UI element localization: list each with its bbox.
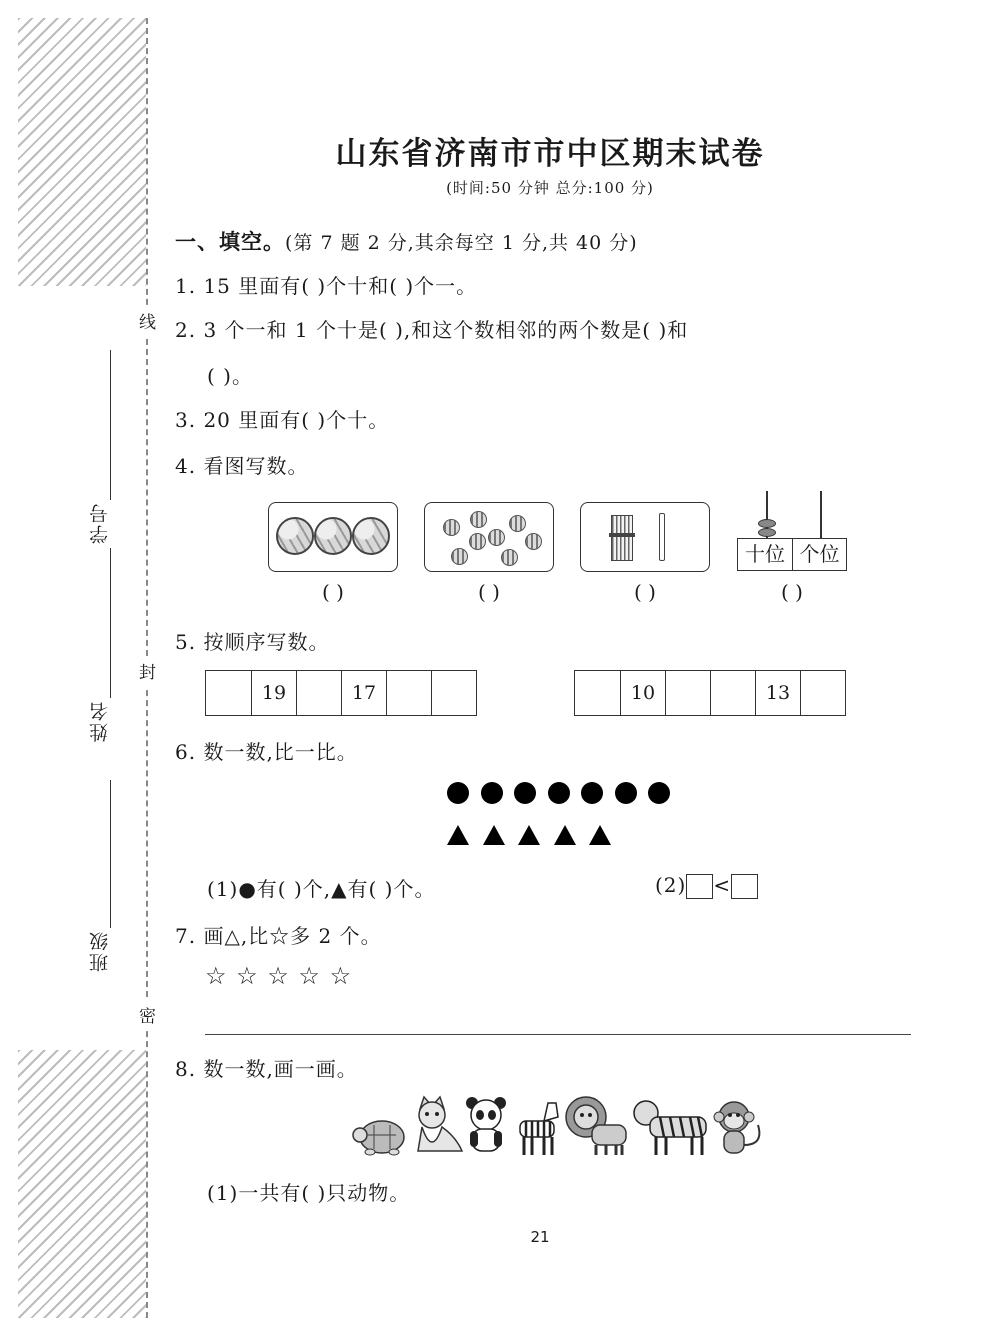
- class-label: 班级: [89, 930, 111, 972]
- question-6-part-2: [655, 873, 758, 899]
- sequence-cell: 17: [341, 671, 386, 715]
- volleyball-icon: [314, 517, 352, 555]
- answer-blank-2[interactable]: ( ): [478, 580, 500, 604]
- sequence-cell: 10: [620, 671, 665, 715]
- volleyball-icon: [276, 517, 314, 555]
- section-heading: [175, 226, 638, 256]
- ball-icon: [470, 511, 487, 528]
- volleyball-box: [268, 502, 398, 572]
- section-title: 一、填空。: [175, 229, 285, 254]
- student-id-label: 学号: [89, 502, 111, 544]
- filled-circle-icon: [481, 782, 503, 804]
- class-line[interactable]: [110, 780, 111, 928]
- question-2-line-2: ( )。: [207, 364, 253, 388]
- zebra-icon: [520, 1103, 558, 1155]
- sticks-box: [580, 502, 710, 572]
- page-number: 21: [530, 1228, 550, 1246]
- sequence-cell: 19: [251, 671, 296, 715]
- small-balls-box: [424, 502, 554, 572]
- stick-bundle-icon: [611, 515, 633, 561]
- section-divider: [205, 1034, 911, 1035]
- question-8: 8. 数一数,画一画。: [175, 1057, 358, 1081]
- sequence-cell[interactable]: [800, 671, 845, 715]
- abacus-bead-icon: [758, 519, 776, 528]
- question-2-line-1: 2. 3 个一和 1 个十是( ),和这个数相邻的两个数是( )和: [175, 318, 689, 342]
- filled-circle-icon: [514, 782, 536, 804]
- ball-icon: [469, 533, 486, 550]
- ball-icon: [501, 549, 518, 566]
- filled-triangle-icon: [554, 825, 576, 845]
- compare-box-left[interactable]: [686, 874, 713, 899]
- filled-triangle-icon: [518, 825, 540, 845]
- binding-hatch-bottom: [18, 1050, 146, 1318]
- monkey-icon: [714, 1102, 759, 1153]
- sequence-cell[interactable]: [296, 671, 341, 715]
- cut-char-xian: 线: [130, 306, 160, 336]
- question-1: 1. 15 里面有( )个十和( )个一。: [175, 274, 478, 298]
- question-8-part-1: (1)一共有( )只动物。: [207, 1181, 411, 1205]
- cut-char-mi: 密: [130, 1000, 160, 1030]
- question-4: 4. 看图写数。: [175, 454, 309, 478]
- ball-icon: [451, 548, 468, 565]
- exam-subtitle: (时间:50 分钟 总分:100 分): [446, 179, 654, 197]
- student-id-line[interactable]: [110, 350, 111, 500]
- compare-box-right[interactable]: [731, 874, 758, 899]
- sequence-cell[interactable]: [710, 671, 755, 715]
- ones-place-label: 个位: [792, 539, 846, 570]
- sequence-cell[interactable]: [665, 671, 710, 715]
- turtle-icon: [353, 1121, 404, 1155]
- sequence-cell: 13: [755, 671, 800, 715]
- animals-row: [352, 1095, 772, 1159]
- ball-icon: [443, 519, 460, 536]
- tiger-icon: [634, 1101, 706, 1155]
- sequence-row-1: [205, 670, 477, 716]
- cut-char-feng: 封: [130, 656, 160, 686]
- filled-triangle-icon: [447, 825, 469, 845]
- lion-icon: [566, 1097, 626, 1155]
- question-3: 3. 20 里面有( )个十。: [175, 408, 390, 432]
- stars-row: ☆ ☆ ☆ ☆ ☆: [205, 962, 353, 990]
- section-note: (第 7 题 2 分,其余每空 1 分,共 40 分): [285, 232, 638, 254]
- answer-blank-4[interactable]: ( ): [781, 580, 803, 604]
- filled-circle-icon: [447, 782, 469, 804]
- sequence-cell[interactable]: [206, 671, 251, 715]
- filled-circle-icon: [581, 782, 603, 804]
- name-line[interactable]: [110, 548, 111, 698]
- sequence-cell[interactable]: [431, 671, 476, 715]
- answer-blank-3[interactable]: ( ): [634, 580, 656, 604]
- sequence-row-2: [574, 670, 846, 716]
- ball-icon: [488, 529, 505, 546]
- sequence-cell[interactable]: [386, 671, 431, 715]
- tens-place-label: 十位: [745, 542, 785, 566]
- binding-hatch-top: [18, 18, 146, 286]
- filled-circle-icon: [615, 782, 637, 804]
- filled-circle-icon: [548, 782, 570, 804]
- ball-icon: [525, 533, 542, 550]
- question-6: 6. 数一数,比一比。: [175, 740, 358, 764]
- question-5: 5. 按顺序写数。: [175, 630, 330, 654]
- filled-triangle-icon: [483, 825, 505, 845]
- question-7: 7. 画△,比☆多 2 个。: [175, 924, 382, 948]
- ball-icon: [509, 515, 526, 532]
- abacus-rod-ones: [820, 491, 822, 539]
- volleyball-icon: [352, 517, 390, 555]
- less-than-sign: <: [713, 873, 732, 897]
- answer-blank-1[interactable]: ( ): [322, 580, 344, 604]
- single-stick-icon: [659, 513, 665, 561]
- name-label: 姓名: [89, 700, 111, 742]
- abacus-bead-icon: [758, 528, 776, 537]
- part-2-prefix: (2): [655, 873, 687, 897]
- cat-icon: [418, 1097, 462, 1151]
- filled-circle-icon: [648, 782, 670, 804]
- filled-triangle-icon: [589, 825, 611, 845]
- question-6-part-1: (1)●有( )个,▲有( )个。: [207, 877, 436, 901]
- sequence-cell[interactable]: [575, 671, 620, 715]
- exam-title: 山东省济南市市中区期末试卷: [335, 136, 765, 172]
- panda-icon: [466, 1097, 506, 1151]
- bundle-tie: [609, 533, 635, 537]
- abacus-place-table: [737, 538, 847, 571]
